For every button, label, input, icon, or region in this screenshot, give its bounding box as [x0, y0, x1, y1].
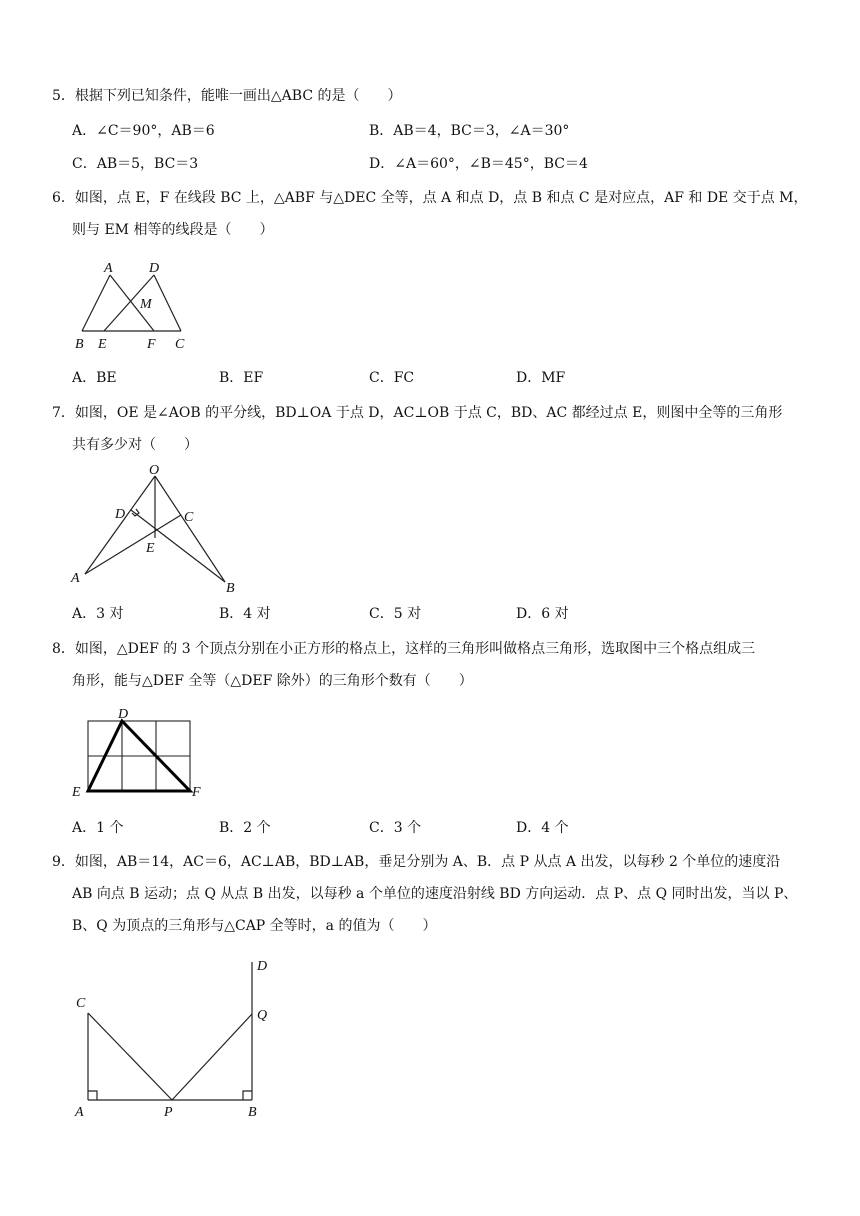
q8-label-f: F	[192, 785, 201, 800]
q9-label-a: A	[75, 1105, 84, 1120]
q9-stem-line-2: AB 向点 B 运动；点 Q 从点 B 出发，以每秒 a 个单位的速度沿射线 BD 方向运动．点 P、点 Q 同时出发，当以 P、	[72, 886, 798, 902]
q7-label-b: B	[226, 581, 235, 595]
q6-label-b: B	[75, 337, 84, 352]
q6-label-a: A	[104, 261, 113, 276]
q9-label-b: B	[248, 1105, 257, 1120]
q7-label-e: E	[146, 541, 155, 556]
q8-option-c: C．3 个	[369, 820, 422, 836]
q9-label-c: C	[76, 996, 86, 1011]
q7-figure	[60, 460, 250, 595]
q7-option-c: C．5 对	[369, 606, 422, 622]
q9-label-p: P	[164, 1105, 173, 1120]
q8-stem-line-1: 8．如图，△DEF 的 3 个顶点分别在小正方形的格点上，这样的三角形叫做格点三角形，选取图中三个格点组成三	[52, 641, 756, 657]
q6-option-d: D．MF	[516, 370, 566, 386]
q9-stem-line-1: 9．如图，AB＝14，AC＝6，AC⊥AB，BD⊥AB，垂足分别为 A、B．点 P 从点 A 出发，以每秒 2 个单位的速度沿	[52, 854, 781, 870]
q6-option-c: C．FC	[369, 370, 415, 386]
q7-stem-line-1: 7．如图，OE 是∠AOB 的平分线，BD⊥OA 于点 D，AC⊥OB 于点 C，BD、AC 都经过点 E，则图中全等的三角形	[52, 405, 783, 421]
q5-option-a: A．∠C＝90°，AB＝6	[72, 123, 215, 139]
q9-label-d: D	[257, 959, 268, 974]
q5-option-b: B．AB＝4，BC＝3，∠A＝30°	[369, 123, 570, 139]
q5-option-c: C．AB＝5，BC＝3	[72, 156, 199, 172]
q7-option-a: A．3 对	[72, 606, 124, 622]
q6-stem-line-2: 则与 EM 相等的线段是（ ）	[72, 222, 274, 238]
q7-stem-line-2: 共有多少对（ ）	[72, 437, 198, 453]
q6-label-f: F	[147, 337, 156, 352]
q7-label-d: D	[115, 507, 126, 522]
q5-stem-line-1: 5．根据下列已知条件，能唯一画出△ABC 的是（ ）	[52, 88, 402, 104]
q8-label-e: E	[72, 785, 81, 800]
q8-stem-line-2: 角形，能与△DEF 全等（△DEF 除外）的三角形个数有（ ）	[72, 673, 473, 689]
q6-label-e: E	[98, 337, 107, 352]
q6-option-a: A．BE	[72, 370, 117, 386]
q8-option-b: B．2 个	[219, 820, 271, 836]
q7-option-d: D．6 对	[516, 606, 569, 622]
q7-label-a: A	[71, 571, 80, 586]
q7-label-c: C	[184, 510, 194, 525]
q7-label-o: O	[149, 463, 160, 478]
q6-figure	[60, 256, 200, 356]
q8-option-a: A．1 个	[72, 820, 124, 836]
q6-stem-line-1: 6．如图，点 E，F 在线段 BC 上，△ABF 与△DEC 全等，点 A 和点 D，点 B 和点 C 是对应点，AF 和 DE 交于点 M，	[52, 190, 808, 206]
q9-figure	[60, 950, 290, 1130]
q6-option-b: B．EF	[219, 370, 264, 386]
q8-figure	[60, 700, 220, 805]
q6-label-c: C	[175, 337, 185, 352]
q8-option-d: D．4 个	[516, 820, 569, 836]
q5-option-d: D．∠A＝60°，∠B＝45°，BC＝4	[369, 156, 588, 172]
q6-label-m: M	[140, 297, 152, 312]
q9-label-q: Q	[257, 1008, 268, 1023]
q8-label-d: D	[118, 707, 129, 722]
q7-option-b: B．4 对	[219, 606, 271, 622]
q9-stem-line-3: B、Q 为顶点的三角形与△CAP 全等时，a 的值为（ ）	[72, 918, 437, 934]
q6-label-d: D	[149, 261, 160, 276]
